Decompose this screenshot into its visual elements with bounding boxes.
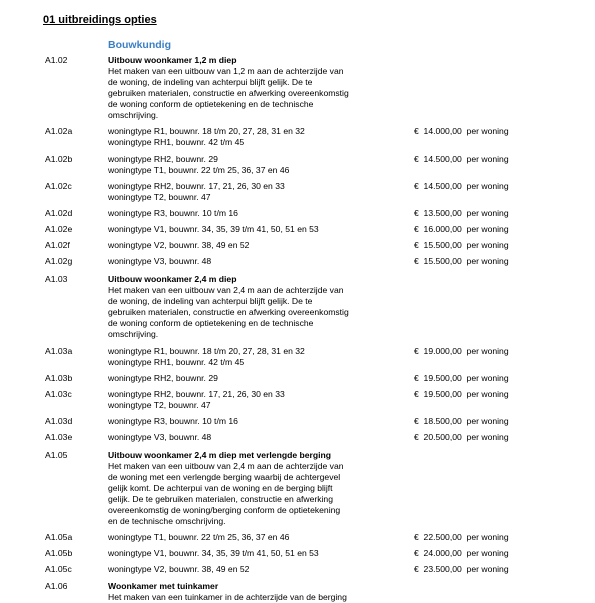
option-price: € 15.500,00 per woning — [414, 240, 509, 250]
option-description-line: woningtype V2, bouwnr. 38, 49 en 52 — [108, 564, 250, 574]
option-description — [108, 416, 398, 427]
option-code: A1.03 — [45, 274, 68, 284]
option-description-line: woningtype V2, bouwnr. 38, 49 en 52 — [108, 240, 250, 250]
option-code: A1.03b — [45, 373, 73, 383]
option-description-line: gebruiken materialen, constructie en afwerking overeenkomstig — [108, 307, 349, 317]
option-description — [108, 240, 398, 251]
option-price: € 13.500,00 per woning — [414, 208, 509, 218]
option-description — [108, 181, 398, 203]
option-description-line: woningtype RH1, bouwnr. 42 t/m 45 — [108, 357, 245, 367]
option-description-line: de woning, de indeling van achterpui blijft gelijk. De te — [108, 77, 313, 87]
category-heading: Bouwkundig — [108, 39, 171, 51]
option-price: € 16.000,00 per woning — [414, 224, 509, 234]
option-description-line: de woning met een verlengde berging waarbij de achtergevel — [108, 472, 341, 482]
option-description-line: Het maken van een uitbouw van 2,4 m aan de achterzijde van — [108, 285, 344, 295]
option-description — [108, 432, 398, 443]
option-description-line: omschrijving. — [108, 110, 159, 120]
option-description — [108, 564, 398, 575]
option-price: € 23.500,00 per woning — [414, 564, 509, 574]
option-price: € 18.500,00 per woning — [414, 416, 509, 426]
option-description-line: woningtype RH2, bouwnr. 17, 21, 26, 30 en 33 — [108, 389, 285, 399]
option-description — [108, 256, 398, 267]
option-description — [108, 548, 398, 559]
option-code: A1.05a — [45, 532, 73, 542]
option-code: A1.03a — [45, 346, 73, 356]
option-code: A1.02a — [45, 126, 73, 136]
option-title: Uitbouw woonkamer 2,4 m diep — [108, 274, 237, 284]
option-description-line: de woning conform de optietekening en de technische — [108, 318, 314, 328]
option-description-line: woningtype T2, bouwnr. 47 — [108, 400, 211, 410]
option-description-line: woningtype V1, bouwnr. 34, 35, 39 t/m 41, 50, 51 en 53 — [108, 224, 319, 234]
option-title: Uitbouw woonkamer 2,4 m diep met verlengde berging — [108, 450, 332, 460]
option-price: € 19.000,00 per woning — [414, 346, 509, 356]
option-code: A1.02d — [45, 208, 73, 218]
option-code: A1.02f — [45, 240, 70, 250]
option-description-line: woningtype RH2, bouwnr. 29 — [108, 154, 218, 164]
option-price: € 19.500,00 per woning — [414, 389, 509, 399]
option-price: € 14.000,00 per woning — [414, 126, 509, 136]
option-price: € 14.500,00 per woning — [414, 154, 509, 164]
option-description — [108, 346, 398, 368]
option-description — [108, 208, 398, 219]
option-code: A1.02b — [45, 154, 73, 164]
option-description-line: woningtype R3, bouwnr. 10 t/m 16 — [108, 416, 238, 426]
option-title: Woonkamer met tuinkamer — [108, 581, 219, 591]
option-price: € 24.000,00 per woning — [414, 548, 509, 558]
option-code: A1.05 — [45, 450, 68, 460]
option-code: A1.02e — [45, 224, 73, 234]
option-description — [108, 224, 398, 235]
option-description-line: de woning, de indeling van achterpui blijft gelijk. De te — [108, 296, 313, 306]
option-description-line: overeenkomstig de woning/berging conform de optietekening — [108, 505, 341, 515]
option-description-line: gelijk. De te gebruiken materialen, constructie en afwerking — [108, 494, 333, 504]
option-code: A1.02 — [45, 55, 68, 65]
option-description-line: woningtype R1, bouwnr. 18 t/m 20, 27, 28, 31 en 32 — [108, 126, 305, 136]
option-code: A1.02c — [45, 181, 72, 191]
option-description — [108, 55, 398, 121]
option-code: A1.03e — [45, 432, 73, 442]
option-price: € 19.500,00 per woning — [414, 373, 509, 383]
option-description-line: woningtype V3, bouwnr. 48 — [108, 256, 212, 266]
option-description-line: woningtype R1, bouwnr. 18 t/m 20, 27, 28, 31 en 32 — [108, 346, 305, 356]
option-description — [108, 154, 398, 176]
option-description-line: Het maken van een uitbouw van 2,4 m aan de achterzijde van — [108, 461, 344, 471]
option-title: Uitbouw woonkamer 1,2 m diep — [108, 55, 237, 65]
option-description — [108, 389, 398, 411]
option-description — [108, 126, 398, 148]
option-description-line: woningtype RH2, bouwnr. 29 — [108, 373, 218, 383]
option-description — [108, 532, 398, 543]
option-price: € 20.500,00 per woning — [414, 432, 509, 442]
option-price: € 14.500,00 per woning — [414, 181, 509, 191]
option-description — [108, 274, 398, 340]
option-description-line: omschrijving. — [108, 329, 159, 339]
section-title: 01 uitbreidings opties — [43, 14, 157, 26]
option-description-line: en de technische omschrijving. — [108, 516, 226, 526]
option-description-line: Het maken van een uitbouw van 1,2 m aan de achterzijde van — [108, 66, 344, 76]
option-description-line: Het maken van een tuinkamer in de achterzijde van de berging — [108, 592, 347, 602]
option-description-line: woningtype T1, bouwnr. 22 t/m 25, 36, 37 en 46 — [108, 532, 290, 542]
option-code: A1.05b — [45, 548, 73, 558]
option-description-line: gelijk komt. De achterpui van de woning en de berging blijft — [108, 483, 333, 493]
option-description — [108, 450, 398, 527]
option-price: € 22.500,00 per woning — [414, 532, 509, 542]
option-code: A1.02g — [45, 256, 73, 266]
option-code: A1.03d — [45, 416, 73, 426]
option-code: A1.05c — [45, 564, 72, 574]
option-description-line: woningtype T2, bouwnr. 47 — [108, 192, 211, 202]
option-description-line: gebruiken materialen, constructie en afwerking overeenkomstig — [108, 88, 349, 98]
option-description-line: woningtype RH2, bouwnr. 17, 21, 26, 30 en 33 — [108, 181, 285, 191]
option-description-line: de woning conform de optietekening en de technische — [108, 99, 314, 109]
option-description — [108, 373, 398, 384]
option-code: A1.06 — [45, 581, 68, 591]
option-description-line: woningtype V1, bouwnr. 34, 35, 39 t/m 41, 50, 51 en 53 — [108, 548, 319, 558]
option-code: A1.03c — [45, 389, 72, 399]
option-price: € 15.500,00 per woning — [414, 256, 509, 266]
option-description-line: woningtype RH1, bouwnr. 42 t/m 45 — [108, 137, 245, 147]
option-description-line: woningtype V3, bouwnr. 48 — [108, 432, 212, 442]
option-description-line: woningtype R3, bouwnr. 10 t/m 16 — [108, 208, 238, 218]
option-description-line: woningtype T1, bouwnr. 22 t/m 25, 36, 37 en 46 — [108, 165, 290, 175]
